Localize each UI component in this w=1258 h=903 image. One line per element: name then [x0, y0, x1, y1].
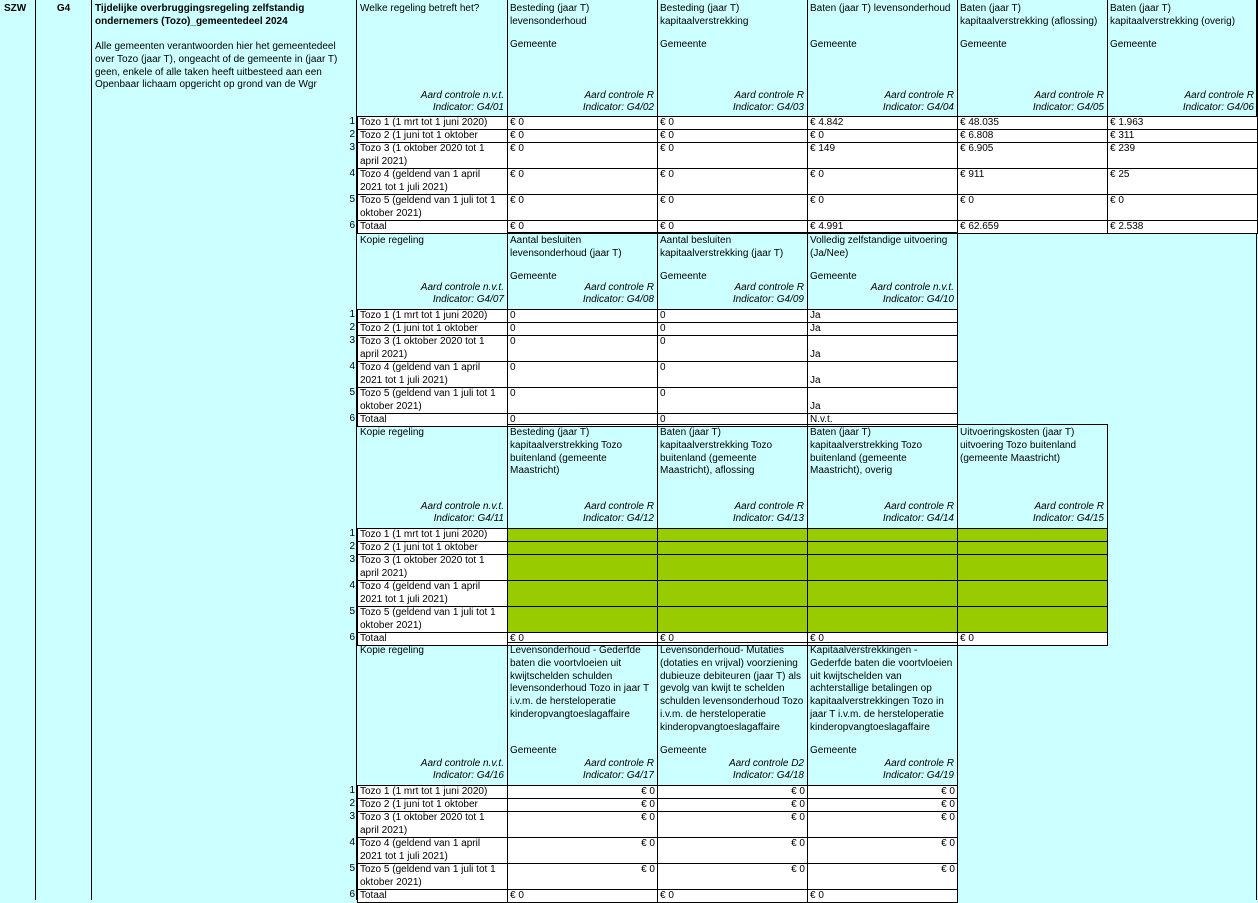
row-number: 6	[349, 632, 355, 643]
value-cell[interactable]: € 0	[507, 168, 658, 195]
row-label: Tozo 2 (1 juni tot 1 oktober	[357, 322, 508, 336]
row-label: Tozo 4 (geldend van 1 april 2021 tot 1 juli 2021)	[357, 361, 508, 388]
value-cell[interactable]: 0	[507, 361, 658, 388]
column-title: Baten (jaar T) kapitaalverstrekking (overig)	[1110, 3, 1236, 27]
column-divider	[35, 0, 36, 900]
row-label: Totaal	[357, 632, 508, 646]
row-label: Tozo 3 (1 oktober 2020 tot 1 april 2021)	[357, 554, 508, 581]
value-cell[interactable]	[507, 580, 658, 607]
row-label: Tozo 5 (geldend van 1 juli tot 1 oktober 2021)	[357, 194, 508, 221]
column-entity: Gemeente	[810, 745, 857, 756]
value-cell[interactable]: € 0	[507, 785, 658, 799]
value-cell[interactable]: 0	[657, 322, 808, 336]
indicator-code: Indicator: G4/10	[882, 294, 954, 305]
indicator-code: Indicator: G4/04	[882, 102, 954, 113]
column-title: Uitvoeringskosten (jaar T) uitvoering Tozo buitenland (gemeente Maastricht)	[960, 427, 1077, 464]
value-cell[interactable]: € 0	[657, 194, 808, 221]
row-number: 3	[349, 811, 355, 822]
row-label: Tozo 4 (geldend van 1 april 2021 tot 1 juli 2021)	[357, 837, 508, 864]
value-cell[interactable]: € 0	[657, 837, 808, 864]
indicator-code: Indicator: G4/12	[582, 513, 654, 524]
value-cell[interactable]: € 0	[657, 632, 808, 646]
value-cell[interactable]: € 0	[507, 632, 658, 646]
value-cell[interactable]	[507, 541, 658, 555]
row-number: 4	[349, 837, 355, 848]
aard-controle-label: Aard controle R	[584, 282, 654, 293]
section-label-title: Welke regeling betreft het?	[360, 3, 480, 14]
column-title: Aantal besluiten levensonderhoud (jaar T)	[510, 235, 622, 259]
row-label: Tozo 1 (1 mrt tot 1 juni 2020)	[357, 116, 508, 130]
section-label-title: Kopie regeling	[360, 645, 424, 656]
value-cell[interactable]	[657, 528, 808, 542]
value-cell[interactable]	[657, 580, 808, 607]
row-number: 4	[349, 361, 355, 372]
row-label: Tozo 1 (1 mrt tot 1 juni 2020)	[357, 785, 508, 799]
row-number: 2	[349, 541, 355, 552]
regeling-title: Tijdelijke overbruggingsregeling zelfstandig ondernemers (Tozo)_gemeentedeel 2024	[95, 3, 305, 27]
value-cell[interactable]: € 0	[807, 194, 958, 221]
aard-controle-label: Aard controle R	[584, 758, 654, 769]
value-cell[interactable]	[657, 554, 808, 581]
value-cell[interactable]	[807, 528, 958, 542]
indicator-code: Indicator: G4/16	[432, 770, 504, 781]
aard-controle-label: Aard controle n.v.t.	[420, 501, 504, 512]
value-cell[interactable]: € 0	[507, 837, 658, 864]
row-number: 6	[349, 413, 355, 424]
indicator-group-id: G4	[56, 3, 71, 14]
value-cell[interactable]	[957, 606, 1108, 633]
aard-controle-label: Aard controle D2	[728, 758, 804, 769]
value-cell[interactable]	[657, 606, 808, 633]
column-title: Besteding (jaar T) levensonderhoud	[510, 3, 590, 27]
value-cell[interactable]	[957, 528, 1108, 542]
value-cell[interactable]: € 911	[957, 168, 1108, 195]
row-label: Tozo 5 (geldend van 1 juli tot 1 oktober 2021)	[357, 863, 508, 890]
aard-controle-label: Aard controle R	[734, 501, 804, 512]
column-title: Baten (jaar T) kapitaalverstrekking Tozo buitenland (gemeente Maastricht), aflossing	[660, 427, 773, 477]
value-cell[interactable]: € 0	[807, 129, 958, 143]
value-cell[interactable]: € 0	[657, 129, 808, 143]
value-cell[interactable]: € 0	[507, 889, 658, 903]
value-cell[interactable]: € 0	[957, 632, 1108, 646]
value-cell[interactable]: € 311	[1107, 129, 1258, 143]
section-label-title: Kopie regeling	[360, 235, 424, 246]
value-cell[interactable]: € 0	[807, 168, 958, 195]
row-number: 1	[349, 785, 355, 796]
value-cell[interactable]: 0	[507, 322, 658, 336]
indicator-code: Indicator: G4/11	[433, 513, 504, 524]
row-number: 5	[349, 606, 355, 617]
value-cell[interactable]: € 0	[957, 194, 1108, 221]
row-label: Tozo 1 (1 mrt tot 1 juni 2020)	[357, 309, 508, 323]
row-label: Tozo 2 (1 juni tot 1 oktober	[357, 541, 508, 555]
indicator-code: Indicator: G4/14	[882, 513, 954, 524]
indicator-code: Indicator: G4/08	[582, 294, 654, 305]
value-cell[interactable]	[657, 541, 808, 555]
aard-controle-label: Aard controle n.v.t.	[870, 282, 954, 293]
row-number: 6	[349, 220, 355, 231]
indicator-code: Indicator: G4/05	[1032, 102, 1104, 113]
value-cell[interactable]: € 0	[657, 142, 808, 169]
row-number: 1	[349, 116, 355, 127]
value-cell[interactable]: € 0	[507, 220, 658, 234]
column-entity: Gemeente	[510, 745, 557, 756]
value-cell[interactable]	[807, 541, 958, 555]
column-entity: Gemeente	[810, 39, 857, 50]
value-cell[interactable]: € 0	[657, 116, 808, 130]
value-cell[interactable]: 0	[657, 309, 808, 323]
value-cell[interactable]: € 6.905	[957, 142, 1108, 169]
value-cell[interactable]: € 48.035	[957, 116, 1108, 130]
aard-controle-label: Aard controle R	[884, 90, 954, 101]
row-label: Tozo 5 (geldend van 1 juli tot 1 oktober 2021)	[357, 387, 508, 414]
aard-controle-label: Aard controle n.v.t.	[420, 282, 504, 293]
row-label: Tozo 1 (1 mrt tot 1 juni 2020)	[357, 528, 508, 542]
value-cell[interactable]: N.v.t.	[807, 413, 958, 427]
aard-controle-label: Aard controle R	[734, 282, 804, 293]
row-label: Tozo 5 (geldend van 1 juli tot 1 oktober 2021)	[357, 606, 508, 633]
row-number: 6	[349, 889, 355, 900]
value-cell[interactable]: € 0	[507, 798, 658, 812]
value-cell[interactable]	[807, 606, 958, 633]
column-title: Levensonderhoud- Mutaties (dotaties en vrijval) voorziening dubieuze debiteuren (jaar T) als gevolg van kwijt te schelden schulden levensonderhoud Tozo i.v.m. de hersteloperatie kinderopvangtoeslagaffaire	[660, 645, 804, 733]
value-cell[interactable]: 0	[657, 335, 808, 362]
value-cell[interactable]: 0	[507, 309, 658, 323]
value-cell[interactable]: € 0	[657, 811, 808, 838]
value-cell[interactable]: € 0	[807, 811, 958, 838]
column-divider	[91, 0, 92, 900]
value-cell[interactable]: Ja	[807, 322, 958, 336]
value-cell[interactable]: Ja	[807, 361, 958, 388]
row-label: Tozo 2 (1 juni tot 1 oktober	[357, 129, 508, 143]
value-cell[interactable]: € 0	[807, 889, 958, 903]
value-cell[interactable]: € 0	[657, 863, 808, 890]
column-title: Kapitaalverstrekkingen - Gederfde baten die voortvloeien uit kwijtschelden van achterstallige betalingen op kapitaalverstrekkingen Tozo in jaar T i.v.m. de hersteloperatie kinderopvangtoeslagaffaire	[810, 645, 953, 733]
column-entity: Gemeente	[1110, 39, 1157, 50]
indicator-code: Indicator: G4/06	[1182, 102, 1254, 113]
value-cell[interactable]	[507, 528, 658, 542]
value-cell[interactable]: € 0	[507, 811, 658, 838]
row-number: 5	[349, 194, 355, 205]
indicator-code: Indicator: G4/17	[582, 770, 654, 781]
value-cell[interactable]: € 0	[507, 129, 658, 143]
value-cell[interactable]: € 239	[1107, 142, 1258, 169]
row-number: 1	[349, 528, 355, 539]
column-title: Baten (jaar T) levensonderhoud	[810, 3, 951, 14]
value-cell[interactable]: € 25	[1107, 168, 1258, 195]
value-cell[interactable]	[957, 580, 1108, 607]
value-cell[interactable]	[807, 554, 958, 581]
aard-controle-label: Aard controle R	[1184, 90, 1254, 101]
indicator-code: Indicator: G4/13	[732, 513, 804, 524]
column-entity: Gemeente	[510, 39, 557, 50]
indicator-code: Indicator: G4/02	[582, 102, 654, 113]
value-cell[interactable]: € 62.659	[957, 220, 1108, 234]
value-cell[interactable]	[507, 554, 658, 581]
row-label: Tozo 4 (geldend van 1 april 2021 tot 1 juli 2021)	[357, 168, 508, 195]
column-entity: Gemeente	[960, 39, 1007, 50]
value-cell[interactable]: € 0	[1107, 194, 1258, 221]
row-number: 2	[349, 798, 355, 809]
indicator-code: Indicator: G4/15	[1032, 513, 1104, 524]
row-label: Tozo 2 (1 juni tot 1 oktober	[357, 798, 508, 812]
value-cell[interactable]: € 0	[807, 632, 958, 646]
value-cell[interactable]: € 4.991	[807, 220, 958, 234]
value-cell[interactable]: € 0	[507, 863, 658, 890]
row-number: 5	[349, 387, 355, 398]
indicator-code: Indicator: G4/07	[432, 294, 504, 305]
value-cell[interactable]: Ja	[807, 335, 958, 362]
row-number: 2	[349, 129, 355, 140]
value-cell[interactable]: € 0	[807, 837, 958, 864]
value-cell[interactable]: € 0	[507, 116, 658, 130]
aard-controle-label: Aard controle R	[884, 758, 954, 769]
value-cell[interactable]: 0	[657, 413, 808, 427]
row-number: 1	[349, 309, 355, 320]
column-entity: Gemeente	[660, 39, 707, 50]
indicator-code: Indicator: G4/03	[732, 102, 804, 113]
value-cell[interactable]: € 0	[657, 220, 808, 234]
value-cell[interactable]: € 2.538	[1107, 220, 1258, 234]
aard-controle-label: Aard controle R	[734, 90, 804, 101]
aard-controle-label: Aard controle R	[884, 501, 954, 512]
value-cell[interactable]	[957, 541, 1108, 555]
value-cell[interactable]: Ja	[807, 387, 958, 414]
value-cell[interactable]: € 6.808	[957, 129, 1108, 143]
row-number: 5	[349, 863, 355, 874]
column-title: Baten (jaar T) kapitaalverstrekking Tozo buitenland (gemeente Maastricht), overig	[810, 427, 923, 477]
value-cell[interactable]	[807, 580, 958, 607]
row-label: Tozo 3 (1 oktober 2020 tot 1 april 2021)	[357, 811, 508, 838]
aard-controle-label: Aard controle R	[584, 90, 654, 101]
value-cell[interactable]: 0	[507, 413, 658, 427]
value-cell[interactable]: 0	[657, 361, 808, 388]
indicator-code: Indicator: G4/19	[882, 770, 954, 781]
row-label: Totaal	[357, 220, 508, 234]
regeling-description: Alle gemeenten verantwoorden hier het gemeentedeel over Tozo (jaar T), ongeacht of de gemeente in (jaar T) geen, enkele of alle taken heeft uitbesteed aan een Openbaar lichaam opgericht op grond van de Wgr	[95, 41, 338, 91]
row-label: Tozo 4 (geldend van 1 april 2021 tot 1 juli 2021)	[357, 580, 508, 607]
aard-controle-label: Aard controle R	[584, 501, 654, 512]
row-number: 3	[349, 554, 355, 565]
value-cell[interactable]: Ja	[807, 309, 958, 323]
column-entity: Gemeente	[660, 271, 707, 282]
value-cell[interactable]: € 149	[807, 142, 958, 169]
value-cell[interactable]: € 0	[657, 785, 808, 799]
aard-controle-label: Aard controle R	[1034, 90, 1104, 101]
aard-controle-label: Aard controle R	[1034, 501, 1104, 512]
value-cell[interactable]: € 0	[807, 785, 958, 799]
value-cell[interactable]	[957, 554, 1108, 581]
value-cell[interactable]: € 0	[657, 168, 808, 195]
column-entity: Gemeente	[510, 271, 557, 282]
value-cell[interactable]: € 0	[807, 798, 958, 812]
value-cell[interactable]: € 0	[807, 863, 958, 890]
column-title: Besteding (jaar T) kapitaalverstrekking Tozo buitenland (gemeente Maastricht)	[510, 427, 623, 477]
column-title: Baten (jaar T) kapitaalverstrekking (aflossing)	[960, 3, 1098, 27]
row-number: 4	[349, 168, 355, 179]
value-cell[interactable]: € 0	[507, 142, 658, 169]
value-cell[interactable]: € 0	[657, 798, 808, 812]
value-cell[interactable]: 0	[507, 335, 658, 362]
value-cell[interactable]: € 0	[657, 889, 808, 903]
column-title: Aantal besluiten kapitaalverstrekking (jaar T)	[660, 235, 784, 259]
value-cell[interactable]: € 0	[507, 194, 658, 221]
value-cell[interactable]: 0	[507, 387, 658, 414]
domain-code: SZW	[4, 3, 27, 14]
value-cell[interactable]	[507, 606, 658, 633]
aard-controle-label: Aard controle n.v.t.	[420, 758, 504, 769]
column-title: Levensonderhoud - Gederfde baten die voortvloeien uit kwijtschelden schulden levensonderhoud Tozo in jaar T i.v.m. de hersteloperatie kinderopvangtoeslagaffaire	[510, 645, 649, 720]
value-cell[interactable]: € 4.842	[807, 116, 958, 130]
row-label: Tozo 3 (1 oktober 2020 tot 1 april 2021)	[357, 142, 508, 169]
value-cell[interactable]: 0	[657, 387, 808, 414]
column-entity: Gemeente	[810, 271, 857, 282]
row-number: 4	[349, 580, 355, 591]
row-number: 3	[349, 142, 355, 153]
section-label-title: Kopie regeling	[360, 427, 424, 438]
indicator-code: Indicator: G4/09	[732, 294, 804, 305]
row-label: Tozo 3 (1 oktober 2020 tot 1 april 2021)	[357, 335, 508, 362]
value-cell[interactable]: € 1.963	[1107, 116, 1258, 130]
column-title: Besteding (jaar T) kapitaalverstrekking	[660, 3, 749, 27]
row-number: 2	[349, 322, 355, 333]
row-number: 3	[349, 335, 355, 346]
indicator-code: Indicator: G4/01	[432, 102, 504, 113]
indicator-code: Indicator: G4/18	[732, 770, 804, 781]
row-label: Totaal	[357, 413, 508, 427]
column-entity: Gemeente	[660, 745, 707, 756]
row-label: Totaal	[357, 889, 508, 903]
aard-controle-label: Aard controle n.v.t.	[420, 90, 504, 101]
column-title: Volledig zelfstandige uitvoering (Ja/Nee)	[810, 235, 948, 259]
